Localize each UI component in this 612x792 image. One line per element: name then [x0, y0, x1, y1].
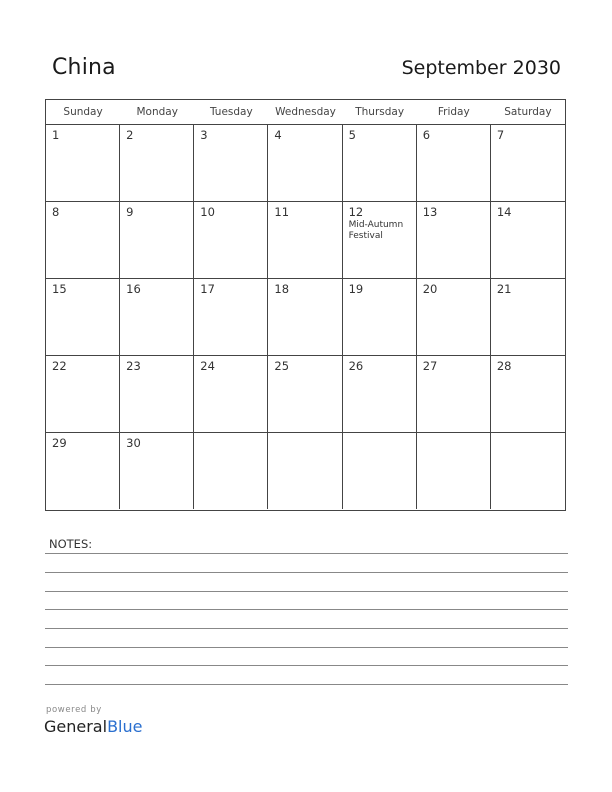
notes-label: NOTES: [49, 537, 93, 551]
day-number: 19 [348, 282, 364, 296]
day-cell[interactable] [120, 125, 194, 201]
note-line [45, 609, 568, 610]
day-cell[interactable] [120, 202, 194, 278]
day-number: 14 [496, 205, 512, 219]
note-line [45, 553, 568, 554]
note-line [45, 647, 568, 648]
day-cell[interactable] [491, 279, 565, 355]
day-number: 20 [422, 282, 438, 296]
day-number: 22 [52, 359, 67, 373]
day-number: 28 [496, 359, 512, 373]
day-cell[interactable] [120, 433, 194, 509]
day-cell[interactable] [46, 356, 120, 432]
day-number: 2 [126, 128, 134, 142]
day-number: 26 [348, 359, 364, 373]
weekday-saturday: Saturday [504, 106, 552, 118]
generalblue-logo[interactable] [44, 717, 142, 736]
day-cell[interactable] [194, 279, 268, 355]
day-cell[interactable] [120, 279, 194, 355]
note-line [45, 684, 568, 685]
day-cell[interactable] [343, 356, 417, 432]
weekday-thursday: Thursday [355, 106, 405, 118]
day-number: 11 [274, 205, 290, 219]
day-number: 10 [200, 205, 215, 219]
day-number: 24 [200, 359, 215, 373]
day-cell[interactable] [268, 125, 342, 201]
day-cell[interactable] [491, 433, 565, 509]
day-cell[interactable] [343, 433, 417, 509]
day-cell[interactable] [194, 202, 268, 278]
note-line [45, 628, 568, 629]
day-number: 1 [52, 128, 60, 142]
calendar-month-title: September 2030 [401, 57, 561, 79]
week-row [46, 125, 565, 202]
day-number: 3 [200, 128, 208, 142]
day-number: 21 [496, 282, 512, 296]
weekday-friday: Friday [437, 106, 470, 118]
day-cell[interactable] [46, 433, 120, 509]
day-cell[interactable] [268, 356, 342, 432]
day-number: 29 [52, 436, 67, 450]
week-row [46, 202, 565, 279]
day-number: 16 [126, 282, 141, 296]
day-cell[interactable] [194, 125, 268, 201]
note-line [45, 591, 568, 592]
day-number: 27 [422, 359, 438, 373]
day-number: 6 [422, 128, 431, 142]
day-cell[interactable] [194, 356, 268, 432]
weekday-monday: Monday [136, 106, 178, 118]
day-number: 17 [200, 282, 215, 296]
day-cell[interactable] [417, 433, 491, 509]
calendar-grid [45, 99, 566, 511]
day-cell[interactable] [46, 202, 120, 278]
day-cell[interactable] [417, 279, 491, 355]
day-number: 18 [274, 282, 290, 296]
day-cell[interactable] [46, 279, 120, 355]
day-cell[interactable] [491, 356, 565, 432]
day-number: 7 [496, 128, 505, 142]
note-line [45, 665, 568, 666]
day-cell[interactable] [268, 202, 342, 278]
calendar-country-title: China [52, 55, 116, 80]
powered-by-text: powered by [46, 705, 102, 715]
weekday-wednesday: Wednesday [275, 106, 336, 118]
day-number: 12 [348, 205, 364, 219]
day-cell[interactable] [343, 202, 417, 278]
day-cell[interactable] [268, 433, 342, 509]
day-number: 8 [52, 205, 60, 219]
day-cell[interactable] [417, 125, 491, 201]
day-number: 9 [126, 205, 134, 219]
week-row [46, 356, 565, 433]
holiday-event: Mid-Autumn Festival [348, 220, 404, 241]
day-cell[interactable] [417, 202, 491, 278]
weekday-header-row [46, 100, 565, 125]
day-cell[interactable] [120, 356, 194, 432]
day-cell[interactable] [491, 125, 565, 201]
day-number: 23 [126, 359, 141, 373]
day-number: 15 [52, 282, 67, 296]
day-cell[interactable] [343, 279, 417, 355]
day-number: 4 [274, 128, 282, 142]
weekday-tuesday: Tuesday [209, 106, 253, 118]
day-cell[interactable] [491, 202, 565, 278]
day-number: 25 [274, 359, 290, 373]
day-cell[interactable] [268, 279, 342, 355]
day-cell[interactable] [46, 125, 120, 201]
day-number: 5 [348, 128, 356, 142]
weekday-sunday: Sunday [63, 106, 103, 118]
day-number: 13 [422, 205, 438, 219]
day-cell[interactable] [343, 125, 417, 201]
week-row [46, 433, 565, 509]
week-row [46, 279, 565, 356]
brand-general: General [44, 717, 108, 736]
day-cell[interactable] [417, 356, 491, 432]
note-line [45, 572, 568, 573]
day-number: 30 [126, 436, 141, 450]
brand-blue: Blue [107, 717, 143, 736]
day-cell[interactable] [194, 433, 268, 509]
